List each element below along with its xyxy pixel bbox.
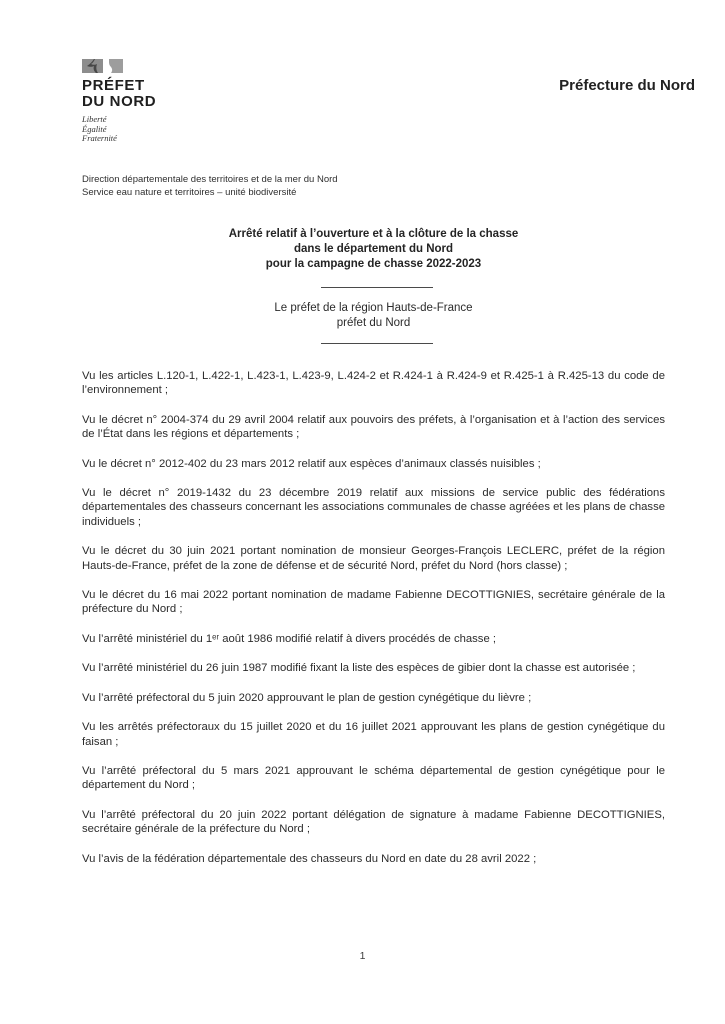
document-subtitle [82,301,665,331]
page-number: 1 [359,950,366,962]
logo-title-line2: DU NORD [82,93,157,110]
subtitle-line2: préfet du Nord [336,317,411,329]
prefet-logo [82,58,156,144]
subtitle-line1: Le préfet de la région Hauts-de-France [274,302,473,314]
direction-line1: Direction départementale des territoires et de la mer du Nord [82,174,338,185]
motto-liberte: Liberté [82,114,107,124]
logo-title [82,78,156,110]
body-paragraph: Vu l’avis de la fédération départementale des chasseurs du Nord en date du 28 avril 2022 ; [82,852,537,865]
marianne-flag-icon [82,58,126,74]
prefecture-header: Préfecture du Nord [559,77,695,94]
recitals-section [82,369,665,881]
motto-egalite: Égalité [82,123,107,134]
body-paragraph: Vu l’arrêté préfectoral du 20 juin 2022 portant délégation de signature à madame Fabienne DECOTTIGNIES, secrétaire générale de la préfecture du Nord ; [82,808,665,836]
body-paragraph: Vu l’arrêté ministériel du 26 juin 1987 modifié fixant la liste des espèces de gibier dont la chasse est autorisée ; [82,662,636,675]
body-paragraph: Vu les arrêtés préfectoraux du 15 juillet 2020 et du 16 juillet 2021 approuvant les plans de gestion cynégétique du faisan ; [82,721,665,748]
body-paragraph: Vu l’arrêté ministériel du 1ᵉʳ août 1986 modifié relatif à divers procédés de chasse ; [82,632,497,645]
body-paragraph: Vu le décret n° 2004-374 du 29 avril 2004 relatif aux pouvoirs des préfets, à l’organisation et à l’action des services de l’État dans les régions et départements ; [82,413,665,441]
issuing-service [82,173,338,199]
logo-motto [82,115,156,144]
body-paragraph: Vu le décret n° 2019-1432 du 23 décembre 2019 relatif aux missions de service public des fédérations départementales des chasseurs concernant les associations communales de chasse agréées et les plans de chasse individuels ; [82,487,665,528]
title-line3: pour la campagne de chasse 2022-2023 [265,258,482,270]
logo-title-line1: PRÉFET [82,77,145,94]
body-paragraph: Vu le décret du 16 mai 2022 portant nomination de madame Fabienne DECOTTIGNIES, secrétaire générale de la préfecture du Nord ; [82,589,665,616]
separator-line-bottom [321,343,433,344]
body-paragraph: Vu les articles L.120-1, L.422-1, L.423-1, L.423-9, L.424-2 et R.424-1 à R.424-9 et R.425-1 à R.425-13 du code de l’environnement ; [82,370,665,397]
body-paragraph: Vu le décret n° 2012-402 du 23 mars 2012 relatif aux espèces d’animaux classés nuisibles ; [82,457,541,470]
motto-fraternite: Fraternité [82,133,117,143]
direction-line2: Service eau nature et territoires – unité biodiversité [82,187,297,198]
document-title [82,227,665,272]
title-line2: dans le département du Nord [293,243,454,255]
body-paragraph: Vu l’arrêté préfectoral du 5 mars 2021 approuvant le schéma départemental de gestion cynégétique pour le département du Nord ; [82,764,665,792]
body-paragraph: Vu l’arrêté préfectoral du 5 juin 2020 approuvant le plan de gestion cynégétique du lièvre ; [82,691,532,704]
separator-line-top [321,287,433,288]
title-line1: Arrêté relatif à l’ouverture et à la clôture de la chasse [228,228,519,240]
body-paragraph: Vu le décret du 30 juin 2021 portant nomination de monsieur Georges-François LECLERC, préfet de la région Hauts-de-France, préfet de la zone de défense et de sécurité Nord, préfet du Nord (hors classe) ; [82,545,665,572]
